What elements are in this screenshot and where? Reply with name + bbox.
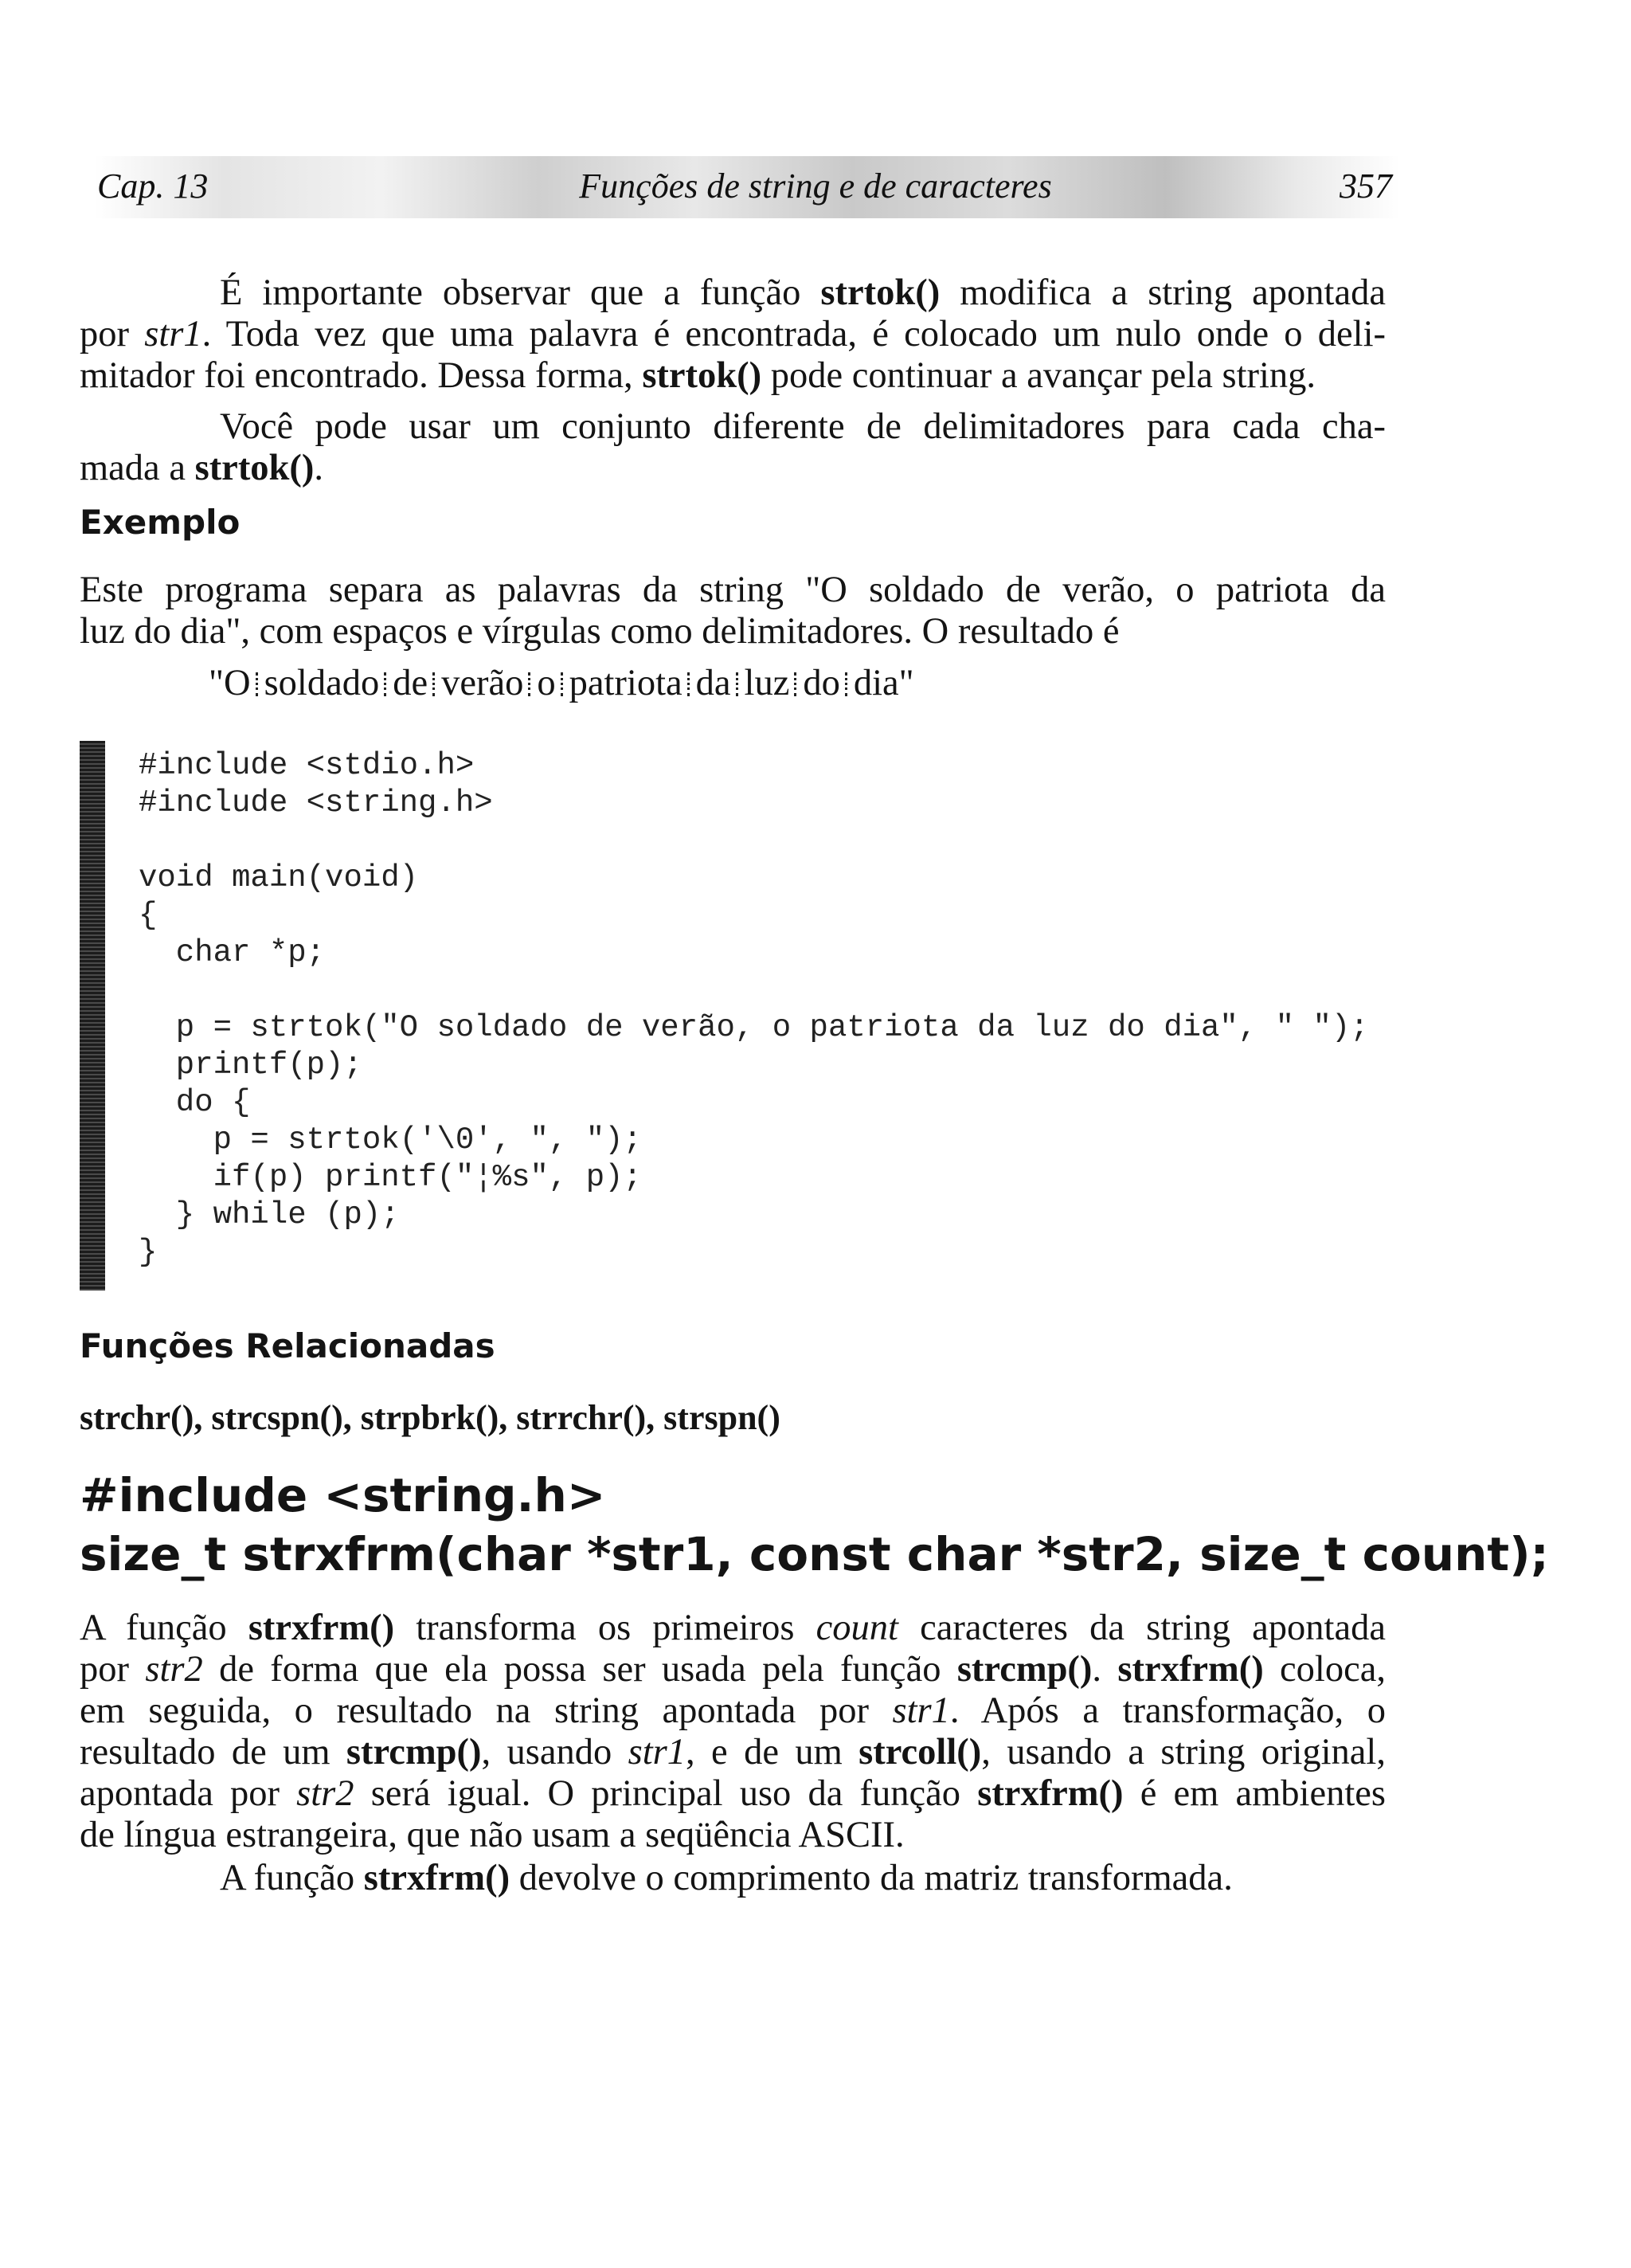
result-word: patriota — [569, 663, 683, 703]
code-line — [139, 822, 1369, 860]
chapter-title: Funções de string e de caracteres — [579, 166, 1052, 206]
example-heading: Exemplo — [80, 503, 241, 542]
result-word: "O — [209, 663, 251, 703]
paragraph-strxfrm-return: A função strxfrm() devolve o comprimento da matriz transformada. — [220, 1858, 1233, 1898]
code-line: printf(p); — [139, 1048, 362, 1083]
token-separator — [528, 672, 532, 696]
result-word: o — [537, 663, 556, 703]
token-separator — [561, 672, 565, 696]
code-line — [139, 972, 1369, 1009]
code-line: do { — [139, 1085, 251, 1120]
result-word: luz — [744, 663, 790, 703]
code-line: void main(void) — [139, 860, 419, 895]
code-margin-bar — [80, 741, 105, 1291]
result-word: soldado — [264, 663, 380, 703]
result-word: da — [695, 663, 731, 703]
code-line: } — [139, 1235, 158, 1270]
result-word: verão — [441, 663, 524, 703]
result-word: dia" — [853, 663, 914, 703]
token-separator — [845, 672, 849, 696]
related-functions-list: strchr(), strcspn(), strpbrk(), strrchr(), strspn() — [80, 1398, 780, 1437]
code-line: #include <stdio.h> — [139, 748, 475, 783]
page-number: 357 — [1340, 166, 1392, 206]
paragraph-strxfrm-description: A função strxfrm() transforma os primeiros count caracteres da string apontada por str2 de forma que ela possa ser usada pela função strcmp(). strxfrm() coloca, em seguida, o resultado na string apontada por str1. Após a transformação, o resultado de um strcmp(), usando str1, e de um strcoll(), usando a string original, apontada por str2 será igual. O principal uso da função strxfrm() é em ambientes de língua estrangeira, que não usam a seqüência ASCII. — [80, 1608, 1387, 1855]
code-line: { — [139, 898, 158, 933]
code-listing — [139, 747, 1369, 1271]
token-separator — [736, 672, 740, 696]
chapter-label: Cap. 13 — [97, 166, 209, 206]
code-line: if(p) printf("¦%s", p); — [139, 1160, 642, 1195]
result-word: de — [393, 663, 428, 703]
prototype-signature: size_t strxfrm(char *str1, const char *str2, size_t count); — [80, 1527, 1549, 1581]
result-word: do — [803, 663, 840, 703]
code-line: p = strtok('\0', ", "); — [139, 1122, 642, 1158]
code-line: #include <string.h> — [139, 785, 493, 821]
tokenized-result — [209, 663, 914, 704]
token-separator — [794, 672, 798, 696]
token-separator — [687, 672, 691, 696]
code-line: p = strtok("O soldado de verão, o patriota da luz do dia", " "); — [139, 1010, 1369, 1045]
prototype-include: #include <string.h> — [80, 1468, 606, 1522]
token-separator — [384, 672, 388, 696]
code-line: char *p; — [139, 935, 326, 970]
paragraph-strtok-modifies: É importante observar que a função strtok() modifica a string apontada por str1. Toda vez que uma palavra é encontrada, é colocado um nulo onde o deli- mitador foi encontrado. Dessa forma, strtok() pode continuar a avançar pela string. — [80, 272, 1386, 396]
paragraph-delimiters: Você pode usar um conjunto diferente de delimitadores para cada cha- mada a strtok(). — [80, 406, 1386, 488]
code-line: } while (p); — [139, 1197, 400, 1232]
token-separator — [256, 672, 260, 696]
related-functions-heading: Funções Relacionadas — [80, 1326, 495, 1365]
example-description: Este programa separa as palavras da string "O soldado de verão, o patriota da luz do dia", com espaços e vírgulas como delimitadores. O resultado é — [80, 570, 1386, 652]
token-separator — [432, 672, 436, 696]
